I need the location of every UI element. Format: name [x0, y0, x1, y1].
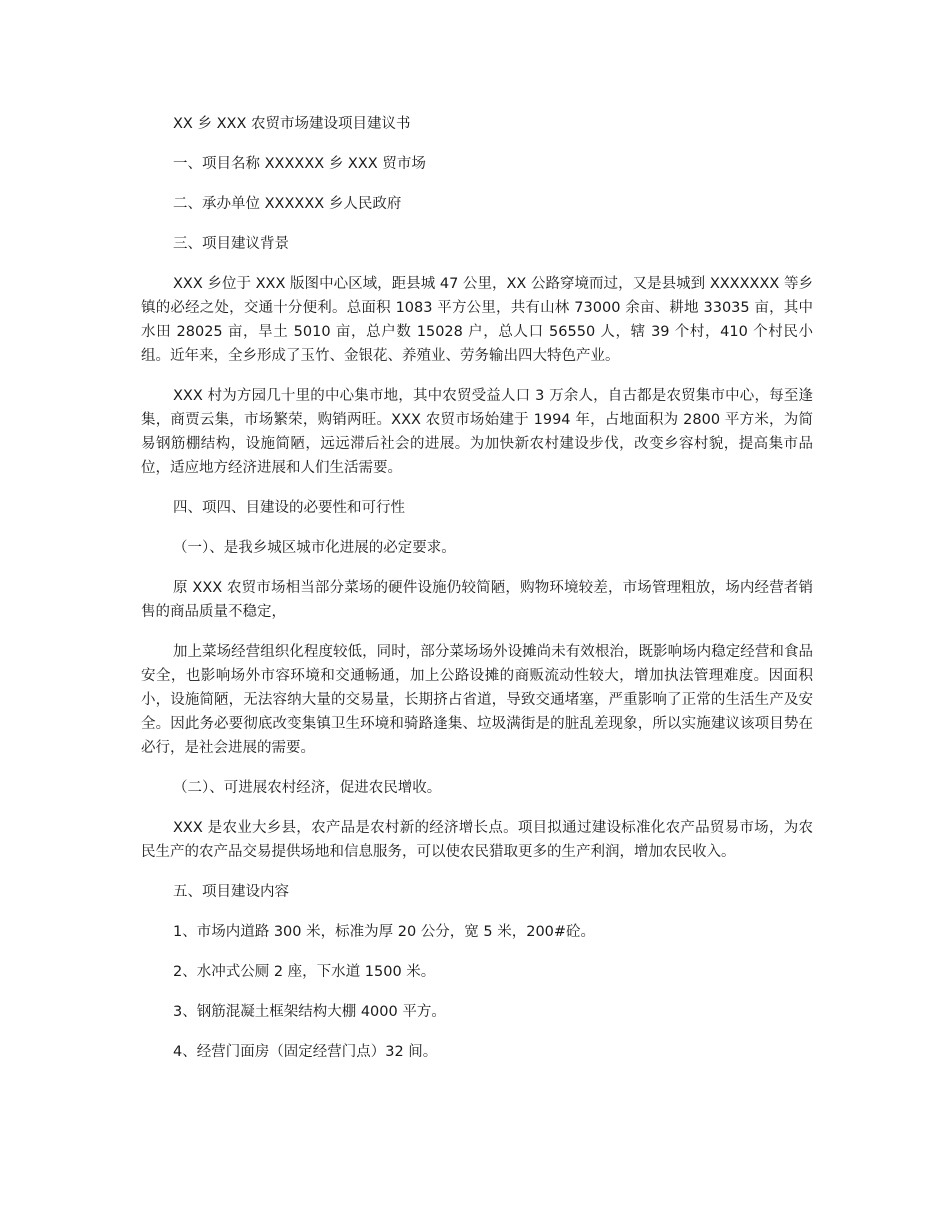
background-paragraph-2: XXX 村为方园几十里的中心集市地，其中农贸受益人口 3 万余人，自古都是农贸集市中心，每至逢集，商贾云集，市场繁荣，购销两旺。XXX 农贸市场始建于 1994 年，占地面积为 2800 平方米，为简易钢筋棚结构，设施简陋，远远滞后社会的进展。为加快新农村建设步伐，改变乡容村貌，提高集市品位，适应地方经济进展和人们生活需要。: [141, 388, 813, 476]
section-background-heading: 三、项目建议背景: [173, 236, 289, 252]
section-project-name: 一、项目名称 XXXXXX 乡 XXX 贸市场: [173, 156, 426, 172]
content-item-canopy: 3、钢筋混凝土框架结构大棚 4000 平方。: [173, 1004, 446, 1020]
content-item-toilets: 2、水冲式公厕 2 座，下水道 1500 米。: [173, 964, 436, 980]
content-item-shops: 4、经营门面房（固定经营门点）32 间。: [173, 1044, 438, 1060]
subsection-economy: （二）、可进展农村经济，促进农民增收。: [173, 780, 442, 796]
subsection-urbanization: （一）、是我乡城区城市化进展的必定要求。: [173, 540, 456, 556]
section-content-heading: 五、项目建设内容: [173, 884, 289, 900]
content-item-roads: 1、市场内道路 300 米，标准为厚 20 公分，宽 5 米，200#砼。: [173, 924, 596, 940]
section-necessity-heading: 四、项四、目建设的必要性和可行性: [173, 500, 405, 516]
urbanization-paragraph-2: 加上菜场经营组织化程度较低，同时，部分菜场场外设摊尚未有效根治，既影响场内稳定经营和食品安全，也影响场外市容环境和交通畅通，加上公路设摊的商贩流动性较大，增加执法管理难度。因面积小，设施简陋，无法容纳大量的交易量，长期挤占省道，导致交通堵塞，严重影响了正常的生活生产及安全。因此务必要彻底改变集镇卫生环境和骑路逢集、垃圾满街是的脏乱差现象，所以实施建议该项目势在必行，是社会进展的需要。: [141, 644, 813, 756]
economy-paragraph: XXX 是农业大乡县，农产品是农村新的经济增长点。项目拟通过建设标准化农产品贸易市场，为农民生产的农产品交易提供场地和信息服务，可以使农民猎取更多的生产利润，增加农民收入。: [141, 820, 813, 860]
section-organizer: 二、承办单位 XXXXXX 乡人民政府: [173, 196, 402, 212]
document-body: [141, 112, 813, 1080]
urbanization-paragraph-1: 原 XXX 农贸市场相当部分菜场的硬件设施仍较简陋，购物环境较差，市场管理粗放，场内经营者销售的商品质量不稳定，: [141, 580, 813, 620]
document-title: XX 乡 XXX 农贸市场建设项目建议书: [173, 116, 411, 132]
background-paragraph-1: XXX 乡位于 XXX 版图中心区域，距县城 47 公里，XX 公路穿境而过，又是县城到 XXXXXXX 等乡镇的必经之处，交通十分便利。总面积 1083 平方公里，共有山林 73000 余亩、耕地 33035 亩，其中水田 28025 亩，旱土 5010 亩，总户数 15028 户，总人口 56550 人，辖 39 个村，410 个村民小组。近年来，全乡形成了玉竹、金银花、养殖业、劳务输出四大特色产业。: [141, 276, 813, 364]
